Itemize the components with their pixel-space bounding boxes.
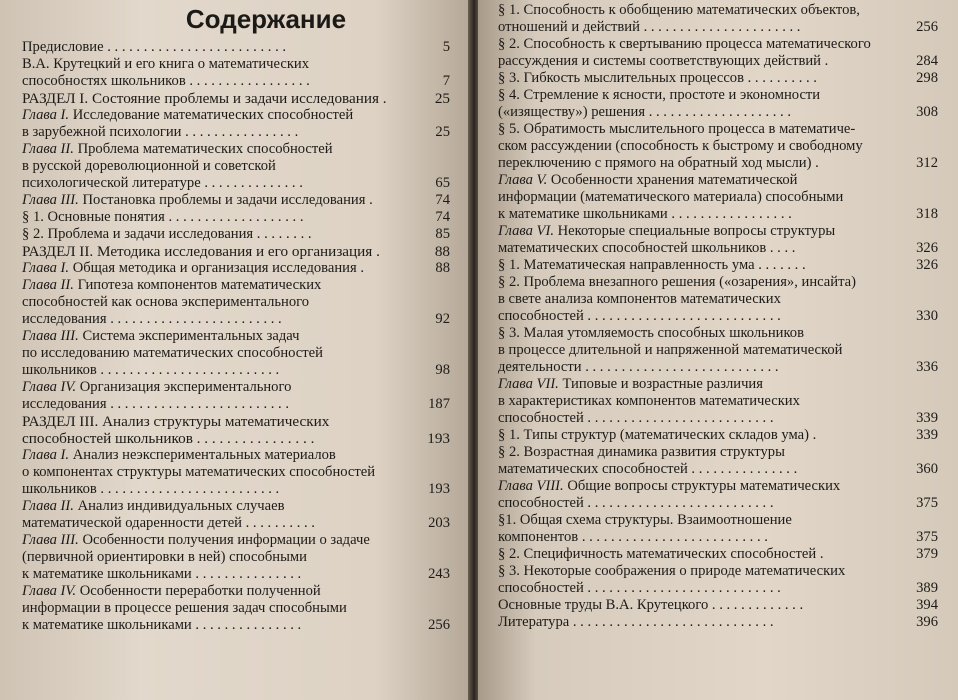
toc-entry-line <box>22 192 416 209</box>
toc-entry-line <box>22 549 416 566</box>
toc-entry-line <box>22 56 416 73</box>
chapter-label: Глава III. <box>22 532 79 548</box>
toc-entry <box>22 56 450 90</box>
page-number: 379 <box>916 546 938 562</box>
toc-entry-line <box>22 396 416 413</box>
toc-entry-text: исследования . . . . . . . . . . . . . . . . . . . . . . . . . <box>22 396 289 412</box>
toc-entry-text: Постановка проблемы и задачи исследования . <box>82 192 373 208</box>
page-number: 74 <box>435 209 450 225</box>
toc-entry-text: способностей . . . . . . . . . . . . . . . . . . . . . . . . . . . <box>498 308 781 324</box>
toc-entry <box>22 260 450 277</box>
toc-entry-line <box>22 430 416 447</box>
toc-entry-text: § 1. Основные понятия . . . . . . . . . . . . . . . . . . . <box>22 209 304 225</box>
toc-entry-text: § 3. Некоторые соображения о природе математических <box>498 563 846 579</box>
toc-entry-text: способностей как основа экспериментального <box>22 294 310 310</box>
chapter-label: Глава I. <box>22 260 70 276</box>
toc-entry <box>498 2 938 36</box>
toc-entry-text: Особенности переработки полученной <box>79 583 321 599</box>
toc-entry <box>22 107 450 141</box>
page-number: 25 <box>434 90 450 107</box>
toc-entry-text: в зарубежной психологии . . . . . . . . . . . . . . . . <box>22 124 299 140</box>
page-number: 85 <box>435 226 450 242</box>
toc-entry-line <box>498 444 904 461</box>
toc-entry-line <box>22 600 416 617</box>
toc-entry-text: к математике школьниками . . . . . . . . . . . . . . . <box>22 566 302 582</box>
page-number: 193 <box>428 481 450 497</box>
toc-entry-text: § 3. Малая утомляемость способных школьников <box>498 325 804 341</box>
toc-entry-text: способностей . . . . . . . . . . . . . . . . . . . . . . . . . . <box>498 410 774 426</box>
toc-entry-text: исследования . . . . . . . . . . . . . . . . . . . . . . . . <box>22 311 282 327</box>
toc-entry-line <box>498 2 904 19</box>
toc-entry-line <box>498 172 904 189</box>
toc-entry-line <box>498 461 904 478</box>
toc-entry-text: («изяществу») решения . . . . . . . . . . . . . . . . . . . . <box>498 104 791 120</box>
toc-entry-line <box>22 90 416 107</box>
page-number: 92 <box>435 311 450 327</box>
toc-list-right <box>498 2 938 631</box>
toc-entry <box>22 447 450 498</box>
toc-entry-line <box>22 39 416 56</box>
toc-entry-line <box>22 158 416 175</box>
toc-entry-line <box>498 291 904 308</box>
toc-entry <box>22 498 450 532</box>
chapter-label: Глава III. <box>22 328 79 344</box>
toc-entry-text: информации в процессе решения задач способными <box>22 600 347 616</box>
chapter-label: Глава III. <box>22 192 79 208</box>
page-number: 308 <box>916 104 938 120</box>
toc-entry-line <box>22 447 416 464</box>
toc-entry-line <box>22 107 416 124</box>
toc-entry-line <box>498 257 904 274</box>
page-number: 360 <box>916 461 938 477</box>
page-number: 98 <box>435 362 450 378</box>
toc-entry-line <box>22 532 416 549</box>
page-number: 312 <box>916 155 938 171</box>
toc-entry-text: в характеристиках компонентов математических <box>498 393 800 409</box>
page-number: 88 <box>434 243 450 260</box>
toc-entry-text: § 1. Способность к обобщению математических объектов, <box>498 2 860 18</box>
toc-entry <box>498 597 938 614</box>
toc-entry-line <box>498 580 904 597</box>
toc-entry-line <box>498 240 904 257</box>
toc-entry <box>498 36 938 70</box>
chapter-label: Глава V. <box>498 172 548 188</box>
page-number: 203 <box>428 515 450 531</box>
toc-entry-text: в свете анализа компонентов математических <box>498 291 781 307</box>
toc-entry-line <box>498 478 904 495</box>
toc-entry <box>22 328 450 379</box>
toc-entry-line <box>498 87 904 104</box>
toc-entry-line <box>498 138 904 155</box>
page-number: 5 <box>442 39 450 55</box>
toc-entry-text: отношений и действий . . . . . . . . . . . . . . . . . . . . . . <box>498 19 801 35</box>
page-number: 298 <box>916 70 938 86</box>
toc-entry <box>498 427 938 444</box>
toc-entry-text: Литература . . . . . . . . . . . . . . . . . . . . . . . . . . . . <box>498 614 774 630</box>
toc-entry-text: Анализ индивидуальных случаев <box>77 498 285 514</box>
toc-entry-line <box>22 73 416 90</box>
toc-entry-text: математической одаренности детей . . . . . . . . . . <box>22 515 315 531</box>
toc-entry-line <box>22 481 416 498</box>
toc-entry <box>22 583 450 634</box>
toc-entry-text: информации (математического материала) способными <box>498 189 844 205</box>
toc-entry-text: Предисловие . . . . . . . . . . . . . . . . . . . . . . . . . <box>22 39 287 55</box>
toc-entry-line <box>22 294 416 311</box>
chapter-label: Глава II. <box>22 141 74 157</box>
toc-entry-line <box>498 376 904 393</box>
toc-entry-line <box>498 359 904 376</box>
toc-entry-line <box>498 427 904 444</box>
toc-entry-text: способностях школьников . . . . . . . . . . . . . . . . . <box>22 73 310 89</box>
chapter-label: Глава II. <box>22 277 74 293</box>
page-number: 65 <box>435 175 450 191</box>
page-number: 284 <box>916 53 938 69</box>
toc-entry-line <box>498 512 904 529</box>
page-number: 394 <box>916 597 938 613</box>
toc-entry-line <box>498 206 904 223</box>
toc-entry-text: § 2. Возрастная динамика развития структуры <box>498 444 785 460</box>
toc-entry-text: к математике школьниками . . . . . . . . . . . . . . . . . <box>498 206 792 222</box>
toc-entry-text: психологической литературе . . . . . . . . . . . . . . <box>22 175 303 191</box>
toc-entry-text: Исследование математических способностей <box>72 107 354 123</box>
toc-entry <box>498 546 938 563</box>
toc-entry <box>498 563 938 597</box>
toc-entry-text: Проблема математических способностей <box>77 141 333 157</box>
chapter-label: Глава IV. <box>22 583 77 599</box>
toc-entry-line <box>22 617 416 634</box>
toc-entry <box>22 277 450 328</box>
page-number: 7 <box>442 73 450 89</box>
toc-entry-line <box>22 141 416 158</box>
toc-entry <box>498 512 938 546</box>
toc-entry-line <box>22 515 416 532</box>
toc-entry <box>498 274 938 325</box>
toc-entry-text: о компонентах структуры математических способностей <box>22 464 376 480</box>
toc-entry-line <box>498 546 904 563</box>
chapter-label: Глава VIII. <box>498 478 564 494</box>
toc-entry-text: РАЗДЕЛ II. Методика исследования и его организация . <box>22 243 380 260</box>
toc-entry-text: § 4. Стремление к ясности, простоте и экономности <box>498 87 821 103</box>
toc-entry-line <box>22 328 416 345</box>
toc-entry-text: переключению с прямого на обратный ход мысли) . <box>498 155 819 171</box>
toc-entry-line <box>498 495 904 512</box>
page-number: 339 <box>916 427 938 443</box>
right-page <box>478 0 958 700</box>
toc-entry-line <box>498 155 904 172</box>
toc-entry <box>498 614 938 631</box>
toc-entry-text: в процессе длительной и напряженной математической <box>498 342 843 358</box>
toc-entry <box>498 478 938 512</box>
toc-entry-line <box>22 413 416 430</box>
toc-list-left <box>22 39 450 634</box>
page-number: 326 <box>916 257 938 273</box>
toc-entry-line <box>498 104 904 121</box>
toc-entry-line <box>498 121 904 138</box>
toc-entry-line <box>498 189 904 206</box>
toc-entry <box>498 87 938 121</box>
page-number: 375 <box>916 529 938 545</box>
toc-entry-line <box>498 325 904 342</box>
toc-entry-text: Общая методика и организация исследования . <box>72 260 364 276</box>
toc-entry-text: РАЗДЕЛ I. Состояние проблемы и задачи исследования . <box>22 90 387 107</box>
toc-entry-line <box>498 53 904 70</box>
chapter-label: Глава I. <box>22 107 70 123</box>
toc-entry-line <box>22 498 416 515</box>
toc-entry <box>22 39 450 56</box>
toc-entry-line <box>22 345 416 362</box>
chapter-label: Глава VII. <box>498 376 559 392</box>
toc-entry <box>498 172 938 223</box>
toc-entry-line <box>498 36 904 53</box>
toc-entry-line <box>22 124 416 141</box>
toc-entry-line <box>22 209 416 226</box>
left-page <box>0 0 470 700</box>
toc-entry-line <box>22 566 416 583</box>
toc-entry-text: § 1. Математическая направленность ума . . . . . . . <box>498 257 806 273</box>
toc-entry-text: § 2. Проблема внезапного решения («озарения», инсайта) <box>498 274 856 290</box>
toc-entry <box>22 532 450 583</box>
toc-entry-text: рассуждения и системы соответствующих действий . <box>498 53 829 69</box>
toc-entry-line <box>22 277 416 294</box>
page-number: 256 <box>428 617 450 633</box>
page-number: 187 <box>428 396 450 412</box>
toc-entry-text: в русской дореволюционной и советской <box>22 158 276 174</box>
page-number: 88 <box>435 260 450 276</box>
page-number: 389 <box>916 580 938 596</box>
toc-entry-text: ском рассуждении (способность к быстрому и свободному <box>498 138 863 154</box>
toc-entry-text: Типовые и возрастные различия <box>562 376 763 392</box>
toc-entry <box>498 325 938 376</box>
toc-entry-text: Система экспериментальных задач <box>82 328 300 344</box>
toc-entry <box>498 444 938 478</box>
toc-entry-text: § 3. Гибкость мыслительных процессов . . . . . . . . . . <box>498 70 817 86</box>
toc-entry-text: § 2. Проблема и задачи исследования . . . . . . . . <box>22 226 312 242</box>
page-number: 74 <box>435 192 450 208</box>
toc-entry-text: математических способностей . . . . . . . . . . . . . . . <box>498 461 798 477</box>
toc-entry-line <box>498 393 904 410</box>
page-number: 326 <box>916 240 938 256</box>
toc-entry-text: Некоторые специальные вопросы структуры <box>557 223 836 239</box>
toc-entry <box>498 257 938 274</box>
toc-entry-text: математических способностей школьников . . . . <box>498 240 796 256</box>
toc-entry <box>22 141 450 192</box>
toc-entry-line <box>22 260 416 277</box>
toc-entry-line <box>22 311 416 328</box>
toc-entry-line <box>22 226 416 243</box>
page-number: 243 <box>428 566 450 582</box>
page-number: 336 <box>916 359 938 375</box>
chapter-label: Глава IV. <box>22 379 77 395</box>
toc-entry-line <box>498 70 904 87</box>
toc-entry-line <box>498 274 904 291</box>
toc-entry <box>22 192 450 209</box>
page-title: Содержание <box>185 4 347 34</box>
toc-entry-text: по исследованию математических способностей <box>22 345 323 361</box>
chapter-label: Глава VI. <box>498 223 554 239</box>
toc-entry-line <box>498 614 904 631</box>
toc-entry-line <box>22 379 416 396</box>
toc-entry-line <box>498 223 904 240</box>
toc-entry-line <box>498 342 904 359</box>
toc-entry <box>498 223 938 257</box>
page-number: 193 <box>427 430 450 447</box>
toc-entry-text: Основные труды В.А. Крутецкого . . . . . . . . . . . . . <box>498 597 804 613</box>
toc-entry <box>22 209 450 226</box>
toc-entry-text: школьников . . . . . . . . . . . . . . . . . . . . . . . . . <box>22 362 280 378</box>
toc-entry <box>498 121 938 172</box>
toc-entry-line <box>22 464 416 481</box>
toc-entry-text: деятельности . . . . . . . . . . . . . . . . . . . . . . . . . . . <box>498 359 779 375</box>
toc-entry <box>22 243 450 260</box>
toc-entry-line <box>498 529 904 546</box>
toc-entry-text: Особенности получения информации о задаче <box>82 532 370 548</box>
page-number: 25 <box>435 124 450 140</box>
toc-entry-line <box>498 308 904 325</box>
toc-entry-text: § 2. Специфичность математических способностей . <box>498 546 824 562</box>
chapter-label: Глава I. <box>22 447 70 463</box>
toc-entry-line <box>498 563 904 580</box>
toc-entry <box>22 379 450 413</box>
page-number: 256 <box>916 19 938 35</box>
page-number: 330 <box>916 308 938 324</box>
toc-entry-text: § 5. Обратимость мыслительного процесса в математиче- <box>498 121 856 137</box>
toc-entry-text: способностей школьников . . . . . . . . . . . . . . . . <box>22 430 315 447</box>
toc-entry-text: способностей . . . . . . . . . . . . . . . . . . . . . . . . . . <box>498 495 774 511</box>
toc-entry-text: Организация экспериментального <box>79 379 292 395</box>
toc-entry-text: § 1. Типы структур (математических складов ума) . <box>498 427 817 443</box>
toc-entry <box>498 70 938 87</box>
toc-entry-line <box>22 243 416 260</box>
toc-entry <box>22 413 450 447</box>
page-number: 318 <box>916 206 938 222</box>
toc-entry-text: компонентов . . . . . . . . . . . . . . . . . . . . . . . . . . <box>498 529 768 545</box>
toc-entry-line <box>22 362 416 379</box>
toc-entry-line <box>498 19 904 36</box>
toc-entry-text: к математике школьниками . . . . . . . . . . . . . . . <box>22 617 302 633</box>
toc-entry <box>498 376 938 427</box>
toc-entry-text: (первичной ориентировки в ней) способными <box>22 549 307 565</box>
toc-entry-line <box>22 175 416 192</box>
toc-entry-text: Особенности хранения математической <box>550 172 798 188</box>
toc-entry-text: Гипотеза компонентов математических <box>77 277 322 293</box>
toc-entry-line <box>498 597 904 614</box>
toc-entry <box>22 226 450 243</box>
toc-entry-line <box>22 583 416 600</box>
toc-entry-text: Анализ неэкспериментальных материалов <box>72 447 336 463</box>
toc-entry-text: В.А. Крутецкий и его книга о математических <box>22 56 310 72</box>
toc-entry-text: школьников . . . . . . . . . . . . . . . . . . . . . . . . . <box>22 481 280 497</box>
page-number: 375 <box>916 495 938 511</box>
toc-entry-text: § 2. Способность к свертыванию процесса математического <box>498 36 871 52</box>
toc-entry <box>22 90 450 107</box>
toc-entry-text: РАЗДЕЛ III. Анализ структуры математических <box>22 413 330 430</box>
chapter-label: Глава II. <box>22 498 74 514</box>
toc-entry-text: способностей . . . . . . . . . . . . . . . . . . . . . . . . . . . <box>498 580 781 596</box>
toc-entry-text: Общие вопросы структуры математических <box>567 478 841 494</box>
page-number: 396 <box>916 614 938 630</box>
toc-entry-text: §1. Общая схема структуры. Взаимоотношение <box>498 512 792 528</box>
toc-entry-line <box>498 410 904 427</box>
page-number: 339 <box>916 410 938 426</box>
